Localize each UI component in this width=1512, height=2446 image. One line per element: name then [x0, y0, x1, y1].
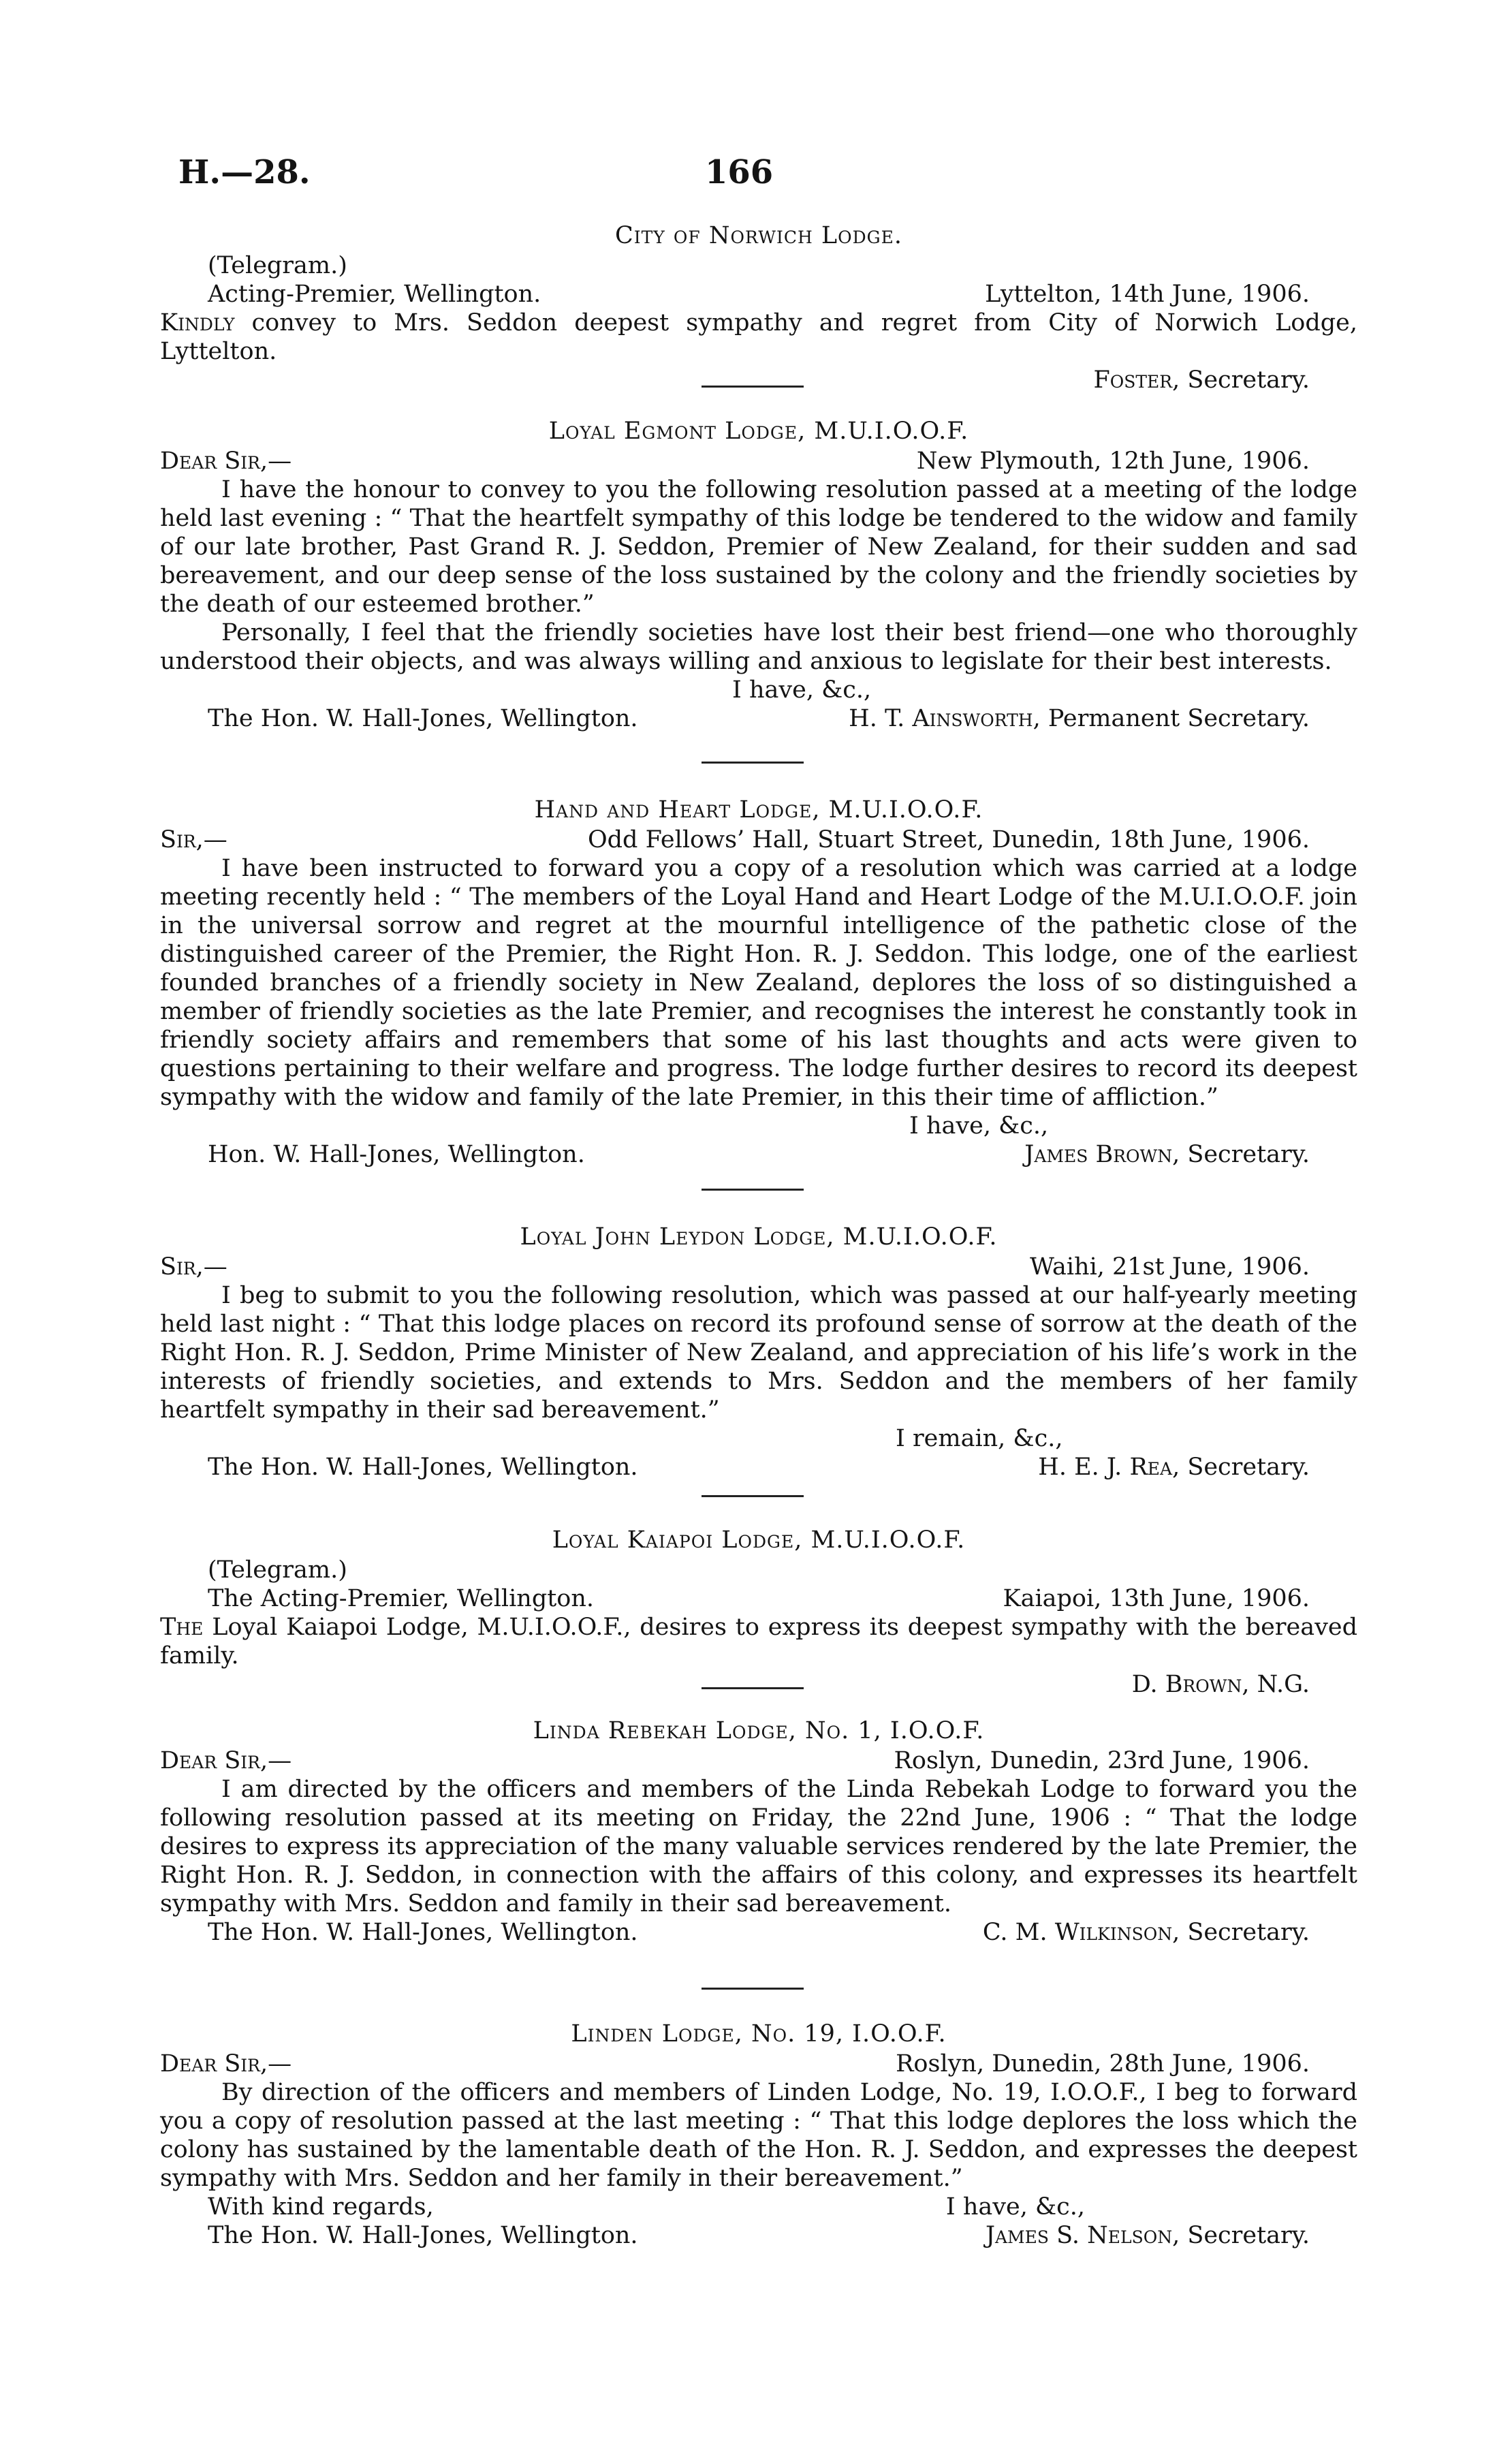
- closing: I have, &c.,: [732, 676, 872, 704]
- place-date: Kaiapoi, 13th June, 1906.: [1003, 1585, 1310, 1612]
- addressee: Hon. W. Hall-Jones, Wellington.: [208, 1141, 585, 1168]
- personal-paragraph: Personally, I feel that the friendly societies have lost their best friend—one who thoroughly understood their objects, and was always willing and anxious to legislate for their best interests.: [160, 619, 1357, 675]
- section-title: Loyal John Leydon Lodge, M.U.I.O.O.F.: [520, 1223, 998, 1251]
- section-linda-rebekah: [160, 1716, 1357, 1947]
- section-title: Linden Lodge, No. 19, I.O.O.F.: [571, 2020, 947, 2048]
- section-loyal-egmont: [160, 417, 1357, 733]
- salutation: Sir,—: [160, 826, 227, 853]
- resolution-paragraph: I have been instructed to forward you a copy of a resolution which was carried at a lodge meeting recently held : “ The members of the Loyal Hand and Heart Lodge of the M.U.I.O.O.F. join in the universal sorrow and regret at the mournful intelligence of the pathetic close of the distinguished career of the Premier, the Right Hon. R. J. Seddon. This lodge, one of the earliest founded branches of a friendly society in New Zealand, deplores the loss of so distinguished a member of friendly societies as the late Premier, and recognises the interest he constantly took in friendly society affairs and remembers that some of his last thoughts and acts were given to questions pertaining to their welfare and progress. The lodge further desires to record its deepest sympathy with the widow and family of the late Premier, in this their time of affliction.”: [160, 855, 1357, 1111]
- signature: Foster, Secretary.: [1093, 366, 1310, 394]
- section-divider: [702, 1687, 804, 1689]
- signature: H. T. Ainsworth, Permanent Secretary.: [849, 705, 1310, 732]
- addressee: The Hon. W. Hall-Jones, Wellington.: [208, 2222, 638, 2249]
- place-date: Roslyn, Dunedin, 23rd June, 1906.: [894, 1747, 1310, 1774]
- section-city-of-norwich: [160, 221, 1357, 394]
- resolution-paragraph: I am directed by the officers and members of the Linda Rebekah Lodge to forward you the following resolution passed at its meeting on Friday, the 22nd June, 1906 : “ That the lodge desires to express its appreciation of the many valuable services rendered by the late Premier, the Right Hon. R. J. Seddon, in connection with the affairs of this colony, and expresses its heartfelt sympathy with Mrs. Seddon and family in their sad bereavement.: [160, 1776, 1357, 1917]
- salutation: Dear Sir,—: [160, 448, 292, 475]
- telegram-label: (Telegram.): [208, 1556, 347, 1584]
- addressee: The Hon. W. Hall-Jones, Wellington.: [208, 1919, 638, 1946]
- salutation: Dear Sir,—: [160, 1747, 292, 1774]
- closing: I have, &c.,: [909, 1112, 1049, 1140]
- signature: James Brown, Secretary.: [1024, 1141, 1310, 1168]
- signature: C. M. Wilkinson, Secretary.: [982, 1919, 1310, 1946]
- message-body: Kindly convey to Mrs. Seddon deepest sympathy and regret from City of Norwich Lodge, Lyttelton.: [160, 309, 1357, 365]
- telegram-label: (Telegram.): [208, 252, 347, 279]
- place-date: New Plymouth, 12th June, 1906.: [916, 448, 1310, 475]
- parliamentary-paper-ref: H.—28.: [178, 153, 311, 191]
- salutation: Sir,—: [160, 1253, 227, 1281]
- section-title: Hand and Heart Lodge, M.U.I.O.O.F.: [534, 796, 983, 824]
- section-divider: [702, 1189, 804, 1191]
- addressee: Acting-Premier, Wellington.: [208, 281, 541, 308]
- signature: James S. Nelson, Secretary.: [985, 2222, 1310, 2249]
- closing: I remain, &c.,: [896, 1425, 1063, 1452]
- addressee: The Hon. W. Hall-Jones, Wellington.: [208, 1454, 638, 1481]
- signature: D. Brown, N.G.: [1131, 1671, 1310, 1698]
- section-title: City of Norwich Lodge.: [614, 222, 903, 249]
- addressee: The Hon. W. Hall-Jones, Wellington.: [208, 705, 638, 732]
- addressee: The Acting-Premier, Wellington.: [208, 1585, 595, 1612]
- resolution-paragraph: I have the honour to convey to you the following resolution passed at a meeting of the lodge held last evening : “ That the heartfelt sympathy of this lodge be tendered to the widow and family of our late brother, Past Grand R. J. Seddon, Premier of New Zealand, for their sudden and sad bereavement, and our deep sense of the loss sustained by the colony and the friendly societies by the death of our esteemed brother.”: [160, 476, 1357, 618]
- section-divider: [702, 1988, 804, 1990]
- section-title: Loyal Egmont Lodge, M.U.I.O.O.F.: [548, 418, 969, 445]
- place-date: Roslyn, Dunedin, 28th June, 1906.: [896, 2050, 1310, 2077]
- section-john-leydon: [160, 1223, 1357, 1481]
- regards: With kind regards,: [208, 2193, 434, 2221]
- section-loyal-kaiapoi: [160, 1526, 1357, 1699]
- closing: I have, &c.,: [945, 2193, 1085, 2221]
- section-hand-and-heart: [160, 796, 1357, 1169]
- signature: H. E. J. Rea, Secretary.: [1038, 1454, 1310, 1481]
- resolution-paragraph: By direction of the officers and members of Linden Lodge, No. 19, I.O.O.F., I beg to forward you a copy of resolution passed at the last meeting : “ That this lodge deplores the loss which the colony has sustained by the lamentable death of the Hon. R. J. Seddon, and expresses the deepest sympathy with Mrs. Seddon and her family in their bereavement.”: [160, 2079, 1357, 2192]
- section-divider: [702, 762, 804, 764]
- page-number: 166: [705, 153, 774, 191]
- message-body: The Loyal Kaiapoi Lodge, M.U.I.O.O.F., desires to express its deepest sympathy with the bereaved family.: [160, 1614, 1357, 1669]
- section-divider: [702, 1495, 804, 1497]
- place-date: Odd Fellows’ Hall, Stuart Street, Dunedin, 18th June, 1906.: [587, 826, 1310, 853]
- place-date: Lyttelton, 14th June, 1906.: [985, 281, 1310, 308]
- place-date: Waihi, 21st June, 1906.: [1030, 1253, 1310, 1281]
- section-linden-lodge: [160, 2020, 1357, 2250]
- section-title: Loyal Kaiapoi Lodge, M.U.I.O.O.F.: [552, 1526, 966, 1554]
- section-title: Linda Rebekah Lodge, No. 1, I.O.O.F.: [533, 1717, 985, 1744]
- salutation: Dear Sir,—: [160, 2050, 292, 2077]
- resolution-paragraph: I beg to submit to you the following resolution, which was passed at our half-yearly meeting held last night : “ That this lodge places on record its profound sense of sorrow at the death of the Right Hon. R. J. Seddon, Prime Minister of New Zealand, and appreciation of his life’s work in the interests of friendly societies, and extends to Mrs. Seddon and the members of her family heartfelt sympathy in their sad bereavement.”: [160, 1282, 1357, 1424]
- section-divider: [702, 386, 804, 388]
